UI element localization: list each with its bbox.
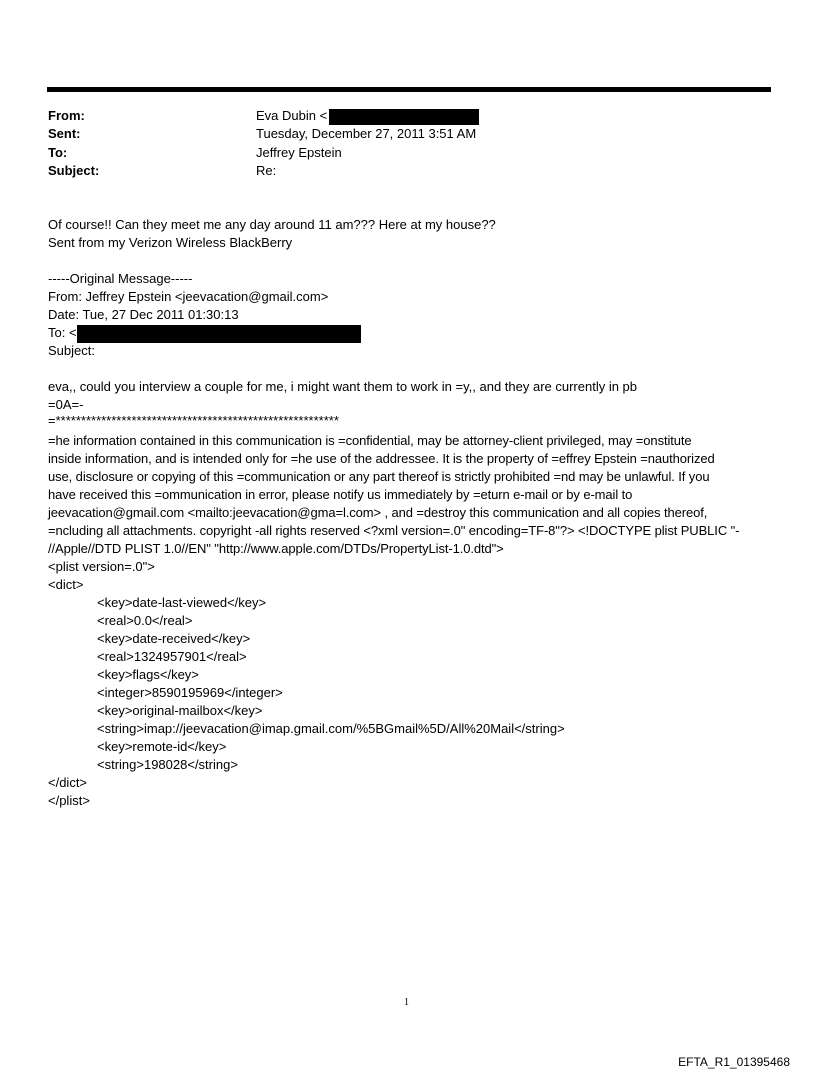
page-number: 1 — [404, 997, 409, 1008]
original-message-separator: -----Original Message----- — [48, 271, 193, 286]
reply-line-2: Sent from my Verizon Wireless BlackBerry — [48, 235, 293, 250]
disclaimer-line-2: inside information, and is intended only for =he use of the addressee. It is the property of =effrey Epstein =nauthorized — [48, 451, 715, 466]
from-name: Eva Dubin < — [256, 108, 328, 123]
plist-key-1: <key>date-last-viewed</key> — [97, 595, 267, 610]
subject-label: Subject: — [48, 163, 100, 178]
plist-key-2: <key>date-received</key> — [97, 631, 251, 646]
redaction-box — [329, 109, 479, 125]
plist-value-1: <real>0.0</real> — [97, 613, 193, 628]
sent-value: Tuesday, December 27, 2011 3:51 AM — [256, 126, 477, 141]
plist-value-3: <integer>8590195969</integer> — [97, 685, 283, 700]
original-from: From: Jeffrey Epstein <jeevacation@gmail.com> — [48, 289, 329, 304]
message-line-3: =******************************************************** — [48, 413, 339, 428]
disclaimer-line-4: have received this =ommunication in error, please notify us immediately by =eturn e-mail or by e-mail to — [48, 487, 633, 502]
dict-close: </dict> — [48, 775, 88, 790]
original-subject: Subject: — [48, 343, 95, 358]
dict-open: <dict> — [48, 577, 84, 592]
plist-value-5: <string>198028</string> — [97, 757, 238, 772]
message-line-1: eva,, could you interview a couple for me, i might want them to work in =y,, and they are currently in pb — [48, 379, 638, 394]
original-to-text: To: < — [48, 325, 77, 340]
original-to — [48, 324, 361, 341]
sent-label: Sent: — [48, 126, 81, 141]
reply-line-1: Of course!! Can they meet me any day around 11 am??? Here at my house?? — [48, 217, 496, 232]
plist-value-4: <string>imap://jeevacation@imap.gmail.com/%5BGmail%5D/All%20Mail</string> — [97, 721, 565, 736]
redaction-box — [77, 325, 361, 343]
disclaimer-line-6: =ncluding all attachments. copyright -all rights reserved <?xml version=.0" encoding=TF-8"?> <!DOCTYPE plist PUBLIC "- — [48, 523, 740, 538]
from-label: From: — [48, 108, 85, 123]
from-value — [256, 107, 479, 125]
plist-key-3: <key>flags</key> — [97, 667, 199, 682]
message-line-2: =0A=- — [48, 397, 84, 412]
disclaimer-line-7: //Apple//DTD PLIST 1.0//EN" "http://www.apple.com/DTDs/PropertyList-1.0.dtd"> — [48, 541, 504, 556]
header-rule — [47, 87, 771, 92]
original-date: Date: Tue, 27 Dec 2011 01:30:13 — [48, 307, 239, 322]
plist-key-4: <key>original-mailbox</key> — [97, 703, 263, 718]
disclaimer-line-1: =he information contained in this communication is =confidential, may be attorney-client privileged, may =onstitute — [48, 433, 692, 448]
plist-value-2: <real>1324957901</real> — [97, 649, 247, 664]
subject-value: Re: — [256, 163, 277, 178]
plist-key-5: <key>remote-id</key> — [97, 739, 227, 754]
to-value: Jeffrey Epstein — [256, 145, 342, 160]
disclaimer-line-5: jeevacation@gmail.com <mailto:jeevacation@gma=l.com> , and =destroy this communication and all copies thereof, — [48, 505, 708, 520]
to-label: To: — [48, 145, 68, 160]
document-id: EFTA_R1_01395468 — [678, 1055, 790, 1069]
disclaimer-line-3: use, disclosure or copying of this =communication or any part thereof is strictly prohibited =nd may be unlawful. If you — [48, 469, 710, 484]
plist-close: </plist> — [48, 793, 90, 808]
plist-open: <plist version=.0"> — [48, 559, 155, 574]
